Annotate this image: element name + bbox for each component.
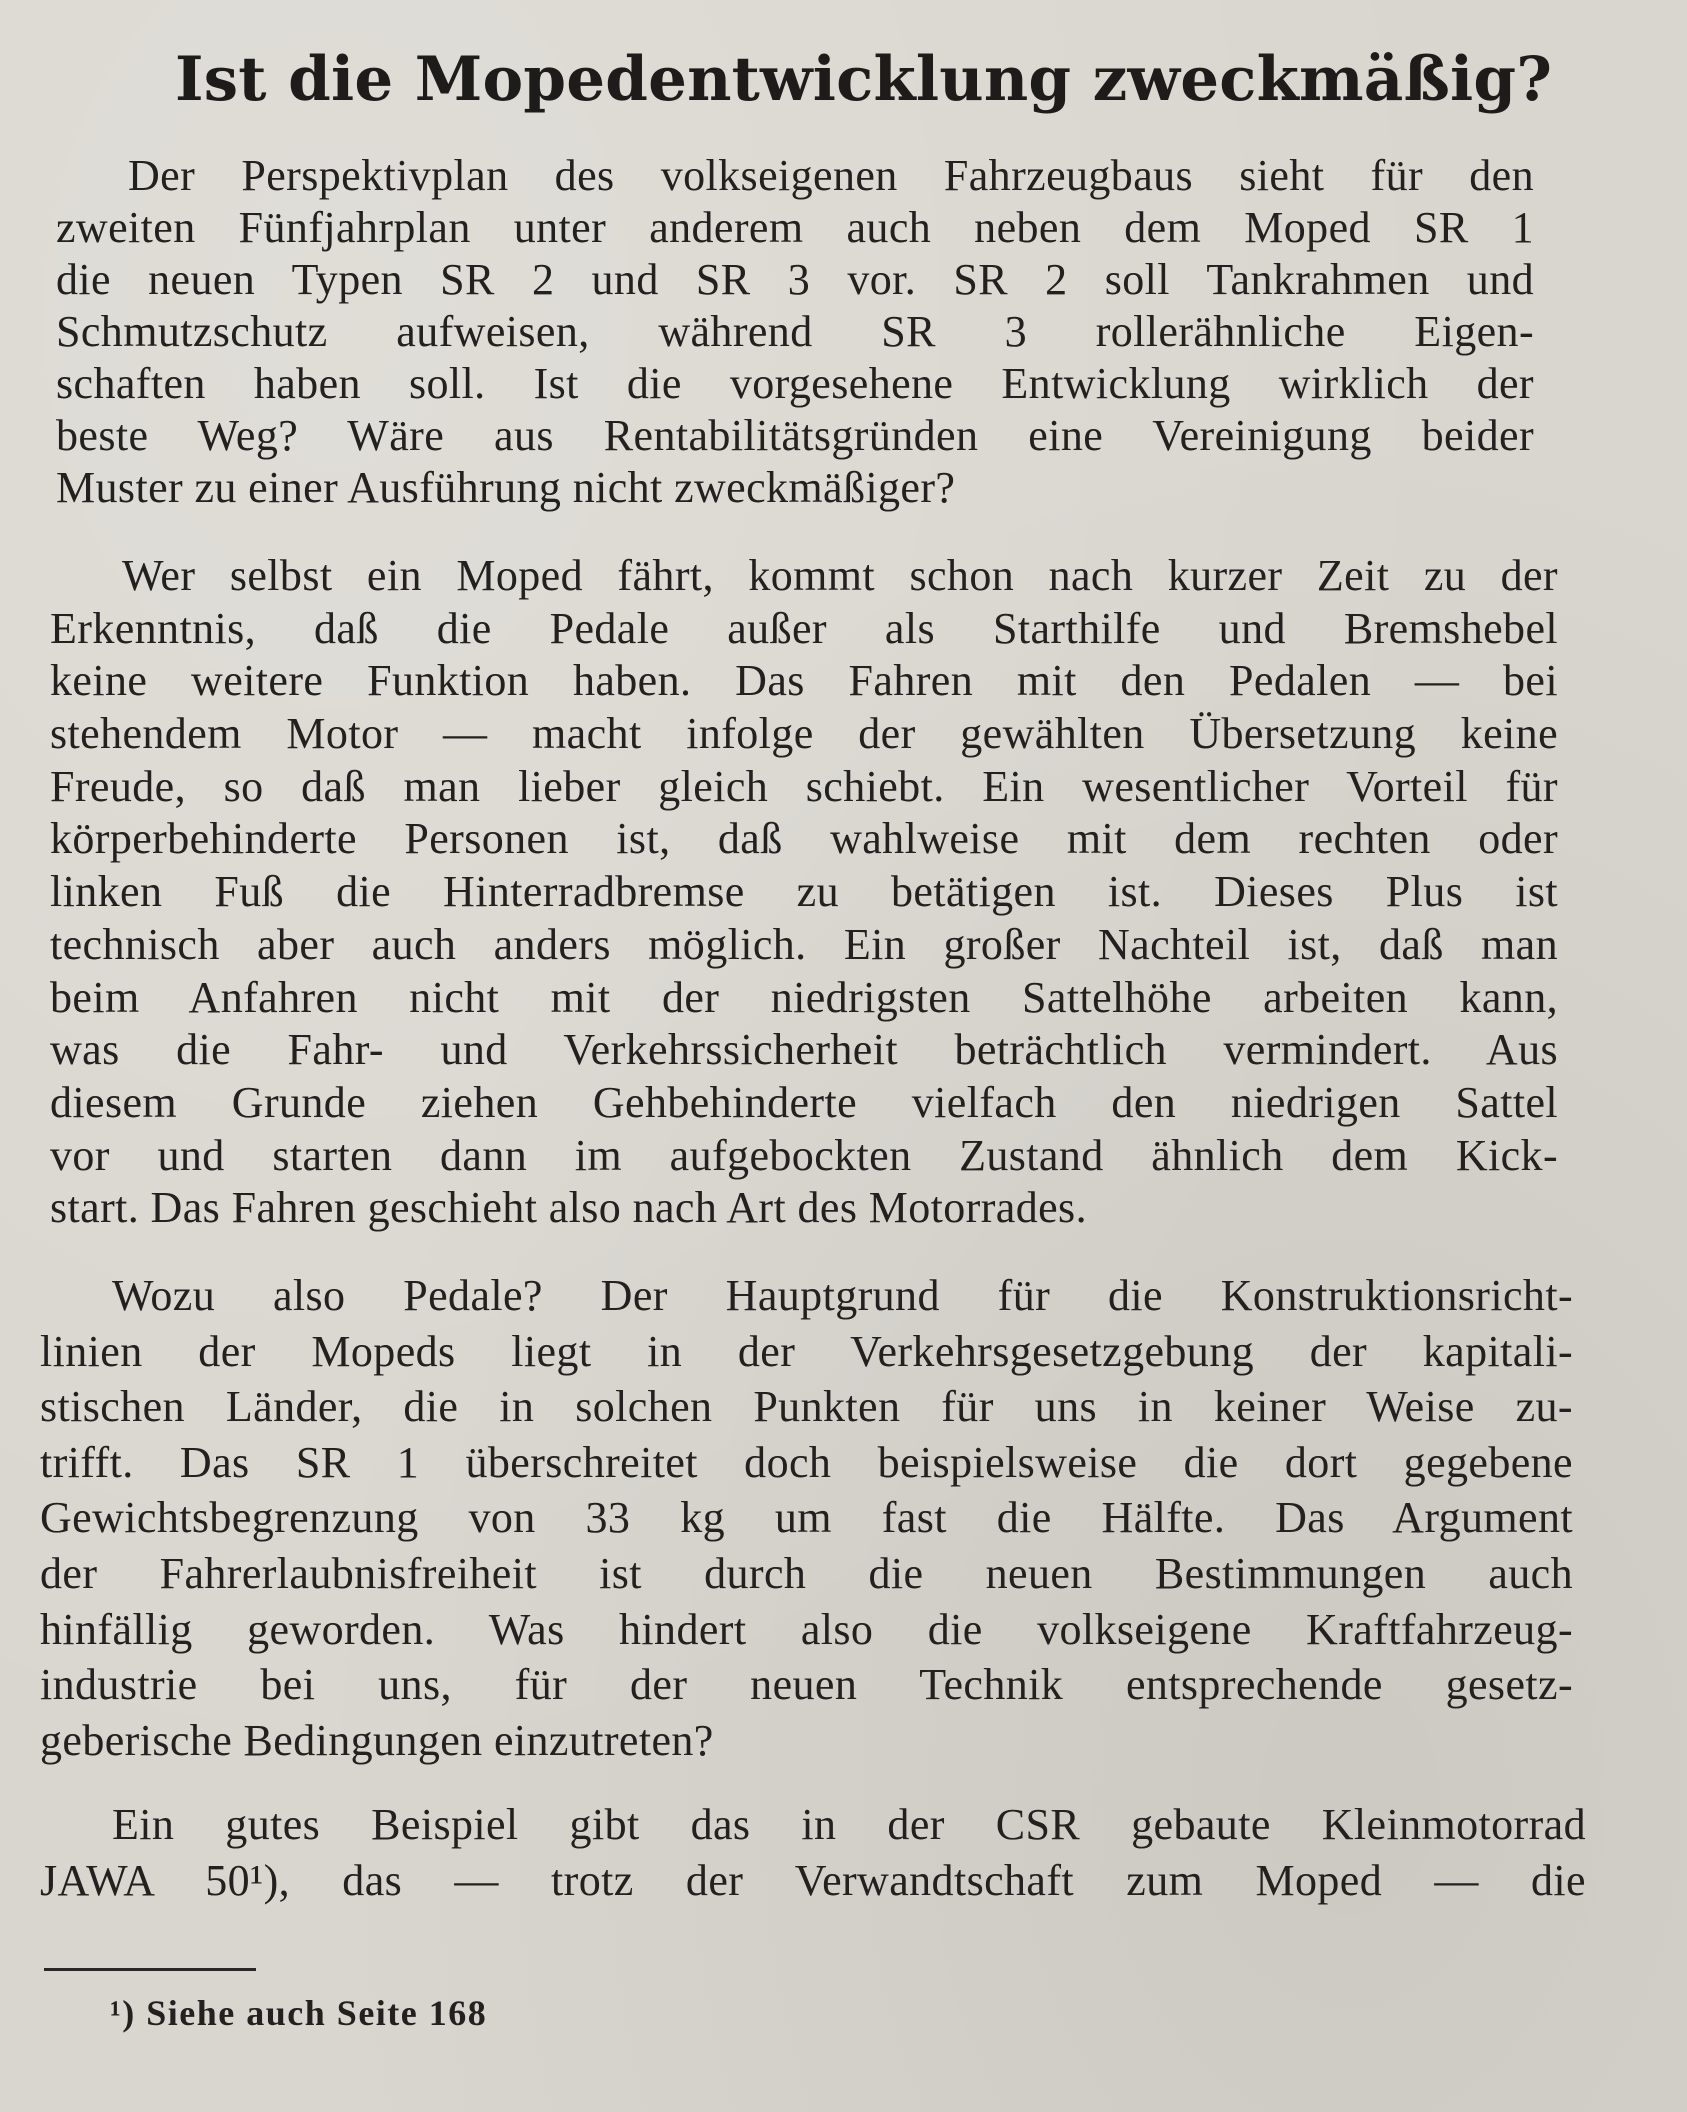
text-line: Muster zu einer Ausführung nicht zweckmäßiger? [56,463,956,512]
text-line: linken Fuß die Hinterradbremse zu betätigen ist. Dieses Plus ist [50,867,1558,917]
text-line: Gewichtsbegrenzung von 33 kg um fast die Hälfte. Das Argument [40,1493,1573,1543]
text-line: Ein gutes Beispiel gibt das in der CSR gebaute Kleinmotorrad [112,1800,1586,1849]
text-line: geberische Bedingungen einzutreten? [40,1715,714,1765]
text-line: vor und starten dann im aufgebockten Zustand ähnlich dem Kick- [50,1130,1558,1180]
text-line: hinfällig geworden. Was hindert also die volkseigene Kraftfahrzeug- [40,1604,1573,1654]
text-line: linien der Mopeds liegt in der Verkehrsgesetzgebung der kapitali- [40,1326,1573,1376]
text-line: schaften haben soll. Ist die vorgesehene Entwicklung wirklich der [56,359,1534,408]
text-line: beim Anfahren nicht mit der niedrigsten Sattelhöhe arbeiten kann, [50,972,1558,1022]
paragraph-2 [50,550,1558,1235]
article-title: Ist die Mopedentwicklung zweckmäßig? [175,44,1553,115]
text-line: technisch aber auch anders möglich. Ein großer Nachteil ist, daß man [50,919,1558,969]
text-line: Der Perspektivplan des volkseigenen Fahrzeugbaus sieht für den [128,151,1534,200]
text-line: JAWA 50¹), das — trotz der Verwandtschaft zum Moped — die [40,1856,1586,1905]
text-line: zweiten Fünfjahrplan unter anderem auch neben dem Moped SR 1 [56,203,1534,252]
text-line: Wozu also Pedale? Der Hauptgrund für die Konstruktionsricht- [112,1271,1573,1320]
text-line: die neuen Typen SR 2 und SR 3 vor. SR 2 soll Tankrahmen und [56,255,1534,304]
text-line: keine weitere Funktion haben. Das Fahren mit den Pedalen — bei [50,656,1558,706]
paragraph-4 [40,1797,1586,1909]
footnote-divider [44,1968,256,1971]
text-line: körperbehinderte Personen ist, daß wahlweise mit dem rechten oder [50,814,1558,864]
text-line: was die Fahr- und Verkehrssicherheit beträchtlich vermindert. Aus [50,1025,1558,1075]
text-line: Freude, so daß man lieber gleich schiebt. Ein wesentlicher Vorteil für [50,761,1558,811]
text-line: stischen Länder, die in solchen Punkten für uns in keiner Weise zu- [40,1382,1573,1432]
text-line: Erkenntnis, daß die Pedale außer als Starthilfe und Bremshebel [50,603,1558,653]
text-line: beste Weg? Wäre aus Rentabilitätsgründen eine Vereinigung beider [56,411,1534,460]
paragraph-1 [56,150,1534,514]
text-line: Wer selbst ein Moped fährt, kommt schon nach kurzer Zeit zu der [122,551,1558,600]
text-line: start. Das Fahren geschieht also nach Art des Motorrades. [50,1183,1087,1233]
footnote: ¹) Siehe auch Seite 168 [110,1993,488,2033]
text-line: diesem Grunde ziehen Gehbehinderte vielfach den niedrigen Sattel [50,1077,1558,1127]
text-line: stehendem Motor — macht infolge der gewählten Übersetzung keine [50,709,1558,759]
paragraph-3 [40,1268,1573,1768]
text-line: trifft. Das SR 1 überschreitet doch beispielsweise die dort gegebene [40,1437,1573,1487]
text-line: Schmutzschutz aufweisen, während SR 3 rollerähnliche Eigen- [56,307,1534,356]
text-line: industrie bei uns, für der neuen Technik entsprechende gesetz- [40,1660,1573,1710]
text-line: der Fahrerlaubnisfreiheit ist durch die neuen Bestimmungen auch [40,1548,1573,1598]
